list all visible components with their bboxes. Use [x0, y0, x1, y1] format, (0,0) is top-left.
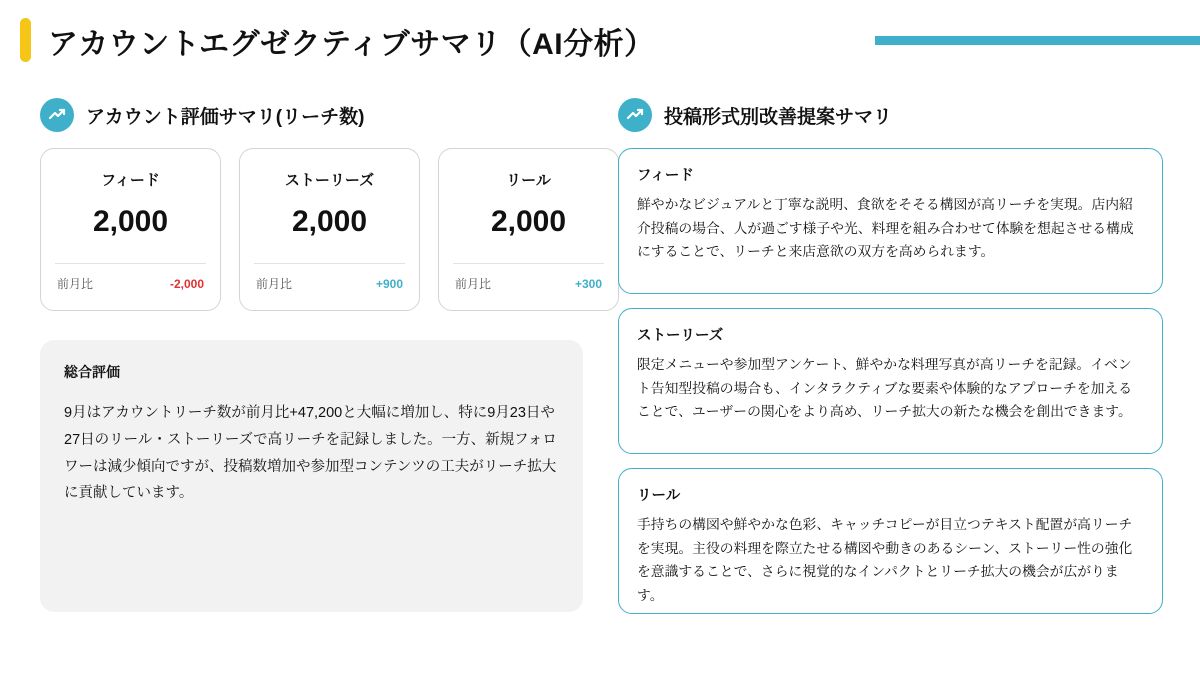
header-right-bar	[875, 36, 1200, 45]
advice-card-feed	[618, 148, 1163, 294]
overall-summary-title: 総合評価	[64, 364, 120, 380]
kpi-delta-value: +900	[375, 276, 403, 291]
kpi-footer	[57, 275, 204, 292]
kpi-footer	[256, 275, 403, 292]
advice-card-list	[618, 148, 1163, 628]
advice-card-title: フィード	[637, 168, 694, 184]
advice-card-body: 限定メニューや参加型アンケート、鮮やかな料理写真が高リーチを記録。イベント告知型投稿の場合も、インタラクティブな要素や体験的なアプローチを加えることで、ユーザーの関心をより高め、リーチ拡大の新たな機会を創出できます。	[637, 357, 1133, 420]
trend-up-icon	[618, 98, 652, 132]
header-accent-bar	[20, 18, 31, 62]
kpi-value: 2,000	[92, 205, 169, 238]
advice-card-body: 鮮やかなビジュアルと丁寧な説明、食欲をそそる構図が高リーチを実現。店内紹介投稿の場合、人が過ごす様子や光、料理を組み合わせて体験を想起させる構成にすることで、リーチと来店意欲の双方を高められます。	[637, 197, 1134, 260]
kpi-footer	[455, 275, 602, 292]
kpi-delta-value: -2,000	[169, 276, 204, 291]
right-section-title: 投稿形式別改善提案サマリ	[664, 106, 893, 128]
kpi-card-feed	[40, 148, 221, 311]
page-title: アカウントエグゼクティブサマリ（AI分析）	[48, 28, 655, 61]
kpi-delta-value: +300	[574, 276, 602, 291]
kpi-card-reel	[438, 148, 619, 311]
kpi-label: フィード	[101, 172, 160, 189]
kpi-divider	[55, 263, 206, 264]
kpi-divider	[453, 263, 604, 264]
kpi-label: ストーリーズ	[284, 172, 375, 189]
trend-up-icon	[40, 98, 74, 132]
kpi-card-row	[40, 148, 619, 311]
kpi-card-stories	[239, 148, 420, 311]
slide-header	[0, 0, 1200, 78]
kpi-value: 2,000	[490, 205, 567, 238]
right-section-heading	[618, 98, 892, 132]
advice-card-title: リール	[637, 488, 681, 504]
kpi-comparison-label: 前月比	[455, 277, 492, 291]
advice-card-stories	[618, 308, 1163, 454]
kpi-value: 2,000	[291, 205, 368, 238]
kpi-divider	[254, 263, 405, 264]
left-section-title: アカウント評価サマリ(リーチ数)	[86, 106, 365, 128]
advice-card-title: ストーリーズ	[637, 328, 724, 344]
advice-card-reel	[618, 468, 1163, 614]
kpi-comparison-label: 前月比	[256, 277, 293, 291]
kpi-comparison-label: 前月比	[57, 277, 94, 291]
advice-card-body: 手持ちの構図や鮮やかな色彩、キャッチコピーが目立つテキスト配置が高リーチを実現。主役の料理を際立たせる構図や動きのあるシーン、ストーリー性の強化を意識することで、さらに視覚的なインパクトとリーチ拡大の機会が広がります。	[637, 517, 1133, 604]
left-section-heading	[40, 98, 364, 132]
overall-summary-box	[40, 340, 583, 612]
kpi-label: リール	[506, 172, 551, 189]
overall-summary-body: 9月はアカウントリーチ数が前月比+47,200と大幅に増加し、特に9月23日や27日のリール・ストーリーズで高リーチを記録しました。一方、新規フォロワーは減少傾向ですが、投稿数増加や参加型コンテンツの工夫がリーチ拡大に貢献しています。	[64, 405, 557, 502]
